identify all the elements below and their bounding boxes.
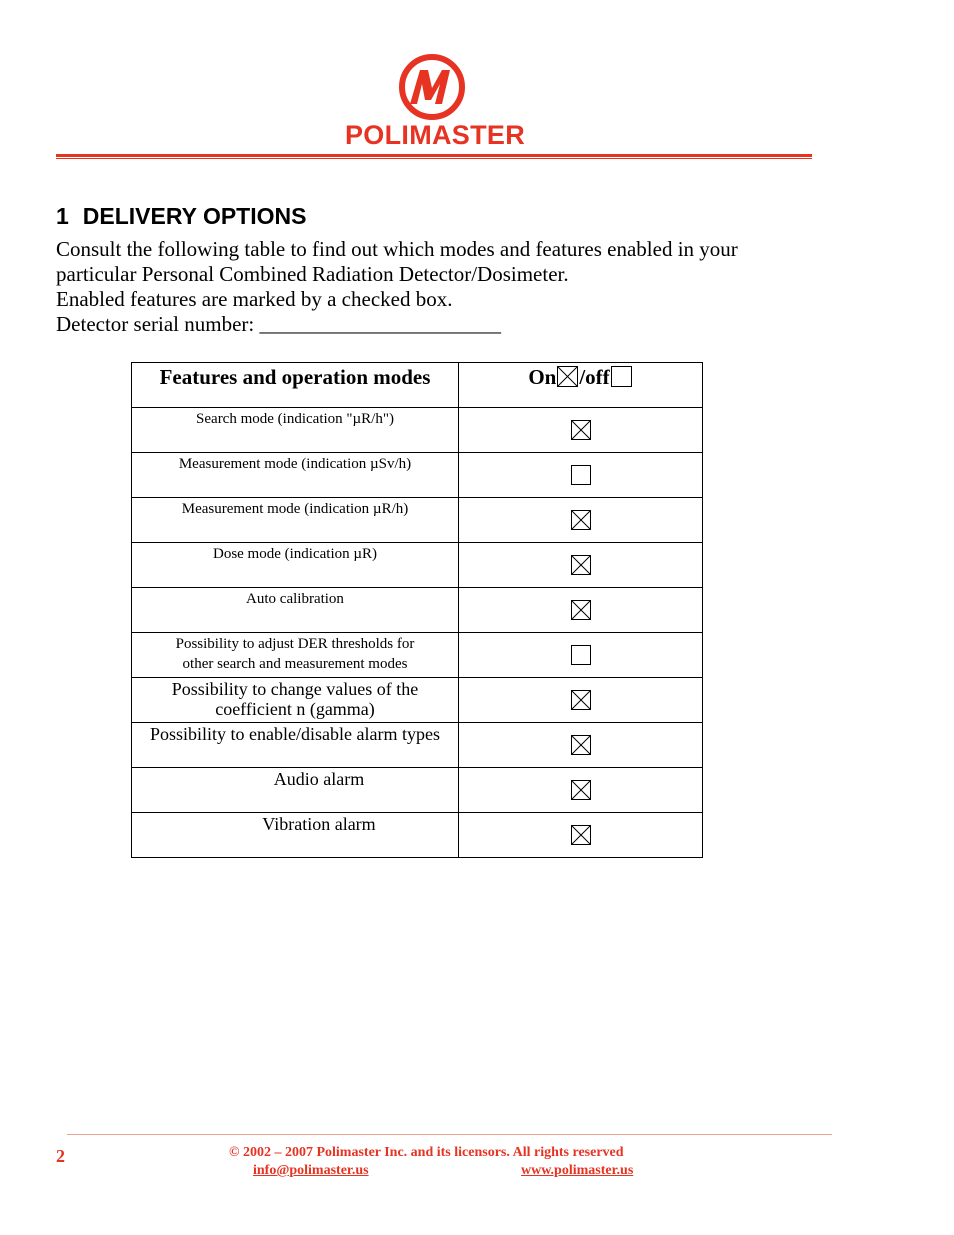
feature-name-line: Measurement mode (indication µSv/h)	[178, 456, 412, 472]
feature-name	[132, 453, 459, 498]
feature-name-line: Possibility to change values of the	[171, 679, 419, 699]
feature-name	[132, 408, 459, 453]
empty-box-icon	[571, 645, 591, 665]
page-number: 2	[56, 1146, 65, 1166]
feature-state	[459, 633, 703, 678]
checked-box-icon	[571, 510, 591, 530]
feature-name	[132, 498, 459, 543]
checked-box-icon	[571, 825, 591, 845]
features-table	[131, 362, 703, 858]
copyright-notice: © 2002 – 2007 Polimaster Inc. and its licensors. All rights reserved	[229, 1145, 624, 1160]
header-on-off	[459, 363, 703, 408]
polimaster-logo-mark-icon	[398, 54, 466, 120]
checked-box-icon	[571, 735, 591, 755]
intro-line-2: particular Personal Combined Radiation Detector/Dosimeter.	[56, 262, 569, 286]
feature-state	[459, 498, 703, 543]
brand-name: POLIMASTER	[344, 120, 525, 150]
feature-name-line: Vibration alarm	[262, 814, 376, 834]
section-number: 1	[56, 203, 69, 229]
checked-box-icon	[571, 690, 591, 710]
feature-name-line: Dose mode (indication µR)	[212, 546, 378, 562]
section-heading	[56, 203, 306, 230]
polimaster-logo	[340, 52, 530, 154]
table-row	[132, 588, 703, 633]
feature-state	[459, 768, 703, 813]
header-features: Features and operation modes	[132, 363, 459, 408]
feature-name-line: Measurement mode (indication µR/h)	[181, 501, 409, 517]
feature-name	[132, 678, 459, 723]
feature-state	[459, 678, 703, 723]
email-link[interactable]: info@polimaster.us	[253, 1163, 369, 1178]
serial-number-line: Detector serial number: _______________________	[56, 312, 501, 336]
feature-state	[459, 543, 703, 588]
footer-rule	[67, 1134, 832, 1135]
checked-box-icon	[571, 600, 591, 620]
feature-name	[132, 768, 459, 813]
feature-name-line: other search and measurement modes	[182, 656, 408, 672]
checked-box-icon	[571, 420, 591, 440]
table-row	[132, 453, 703, 498]
checked-box-icon	[571, 780, 591, 800]
feature-name	[132, 633, 459, 678]
table-row	[132, 408, 703, 453]
table-row	[132, 813, 703, 858]
feature-state	[459, 813, 703, 858]
intro-line-1: Consult the following table to find out which modes and features enabled in your	[56, 237, 738, 261]
checked-box-icon	[571, 555, 591, 575]
feature-state	[459, 588, 703, 633]
website-link[interactable]: www.polimaster.us	[521, 1163, 634, 1178]
checked-box-icon	[557, 366, 578, 387]
feature-state	[459, 453, 703, 498]
table-row	[132, 678, 703, 723]
table-row	[132, 723, 703, 768]
header-on-label: On	[528, 365, 557, 389]
feature-state	[459, 408, 703, 453]
feature-name	[132, 588, 459, 633]
feature-state	[459, 723, 703, 768]
feature-name	[132, 813, 459, 858]
feature-name-line: Possibility to adjust DER thresholds for	[175, 636, 415, 652]
table-row	[132, 633, 703, 678]
feature-name-line: Search mode (indication "µR/h")	[196, 411, 394, 427]
section-title: DELIVERY OPTIONS	[82, 203, 307, 229]
header-rule	[56, 154, 812, 160]
empty-box-icon	[611, 366, 632, 387]
feature-name	[132, 723, 459, 768]
table-row	[132, 543, 703, 588]
feature-name-line: coefficient n (gamma)	[215, 699, 375, 719]
intro-line-3: Enabled features are marked by a checked box.	[56, 287, 453, 311]
header-off-label: /off	[579, 365, 610, 389]
feature-name-line: Auto calibration	[246, 591, 344, 607]
feature-name-line: Audio alarm	[273, 769, 365, 789]
table-row	[132, 768, 703, 813]
table-row	[132, 498, 703, 543]
empty-box-icon	[571, 465, 591, 485]
feature-name-line: Possibility to enable/disable alarm types	[150, 724, 440, 744]
feature-name	[132, 543, 459, 588]
